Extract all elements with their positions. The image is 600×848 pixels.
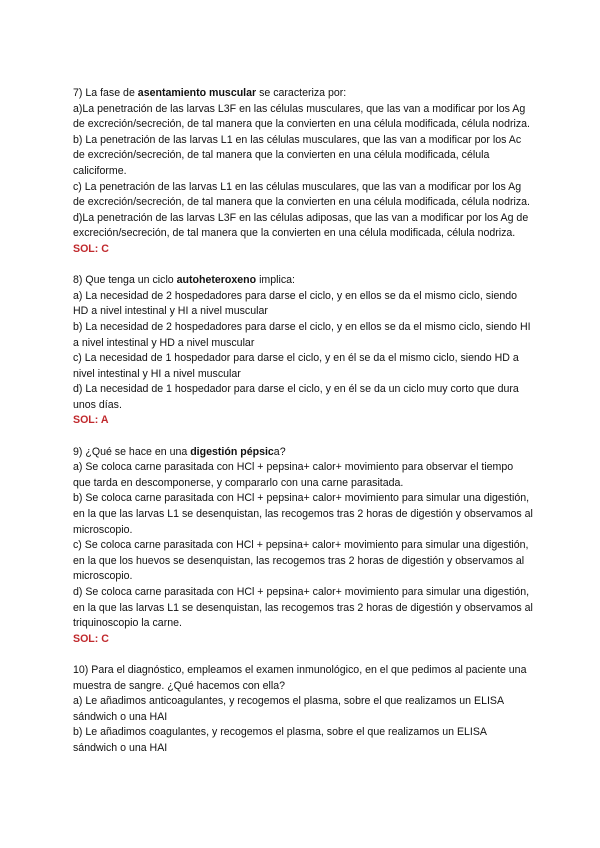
option-a: a) Le añadimos anticoagulantes, y recogemos el plasma, sobre el que realizamos un ELISA sándwich o una HAI <box>73 695 504 723</box>
option-b: b) La necesidad de 2 hospedadores para darse el ciclo, y en ellos se da el mismo ciclo, siendo HI a nivel intestinal y HD a nivel muscular <box>73 320 531 349</box>
question-title: 8) Que tenga un ciclo autoheteroxeno implica: <box>73 274 295 287</box>
bold-term: autoheteroxeno <box>176 274 257 287</box>
question-8 <box>73 273 533 429</box>
option-d: d) Se coloca carne parasitada con HCl + pepsina+ calor+ movimiento para simular una digestión, en la que las larvas L1 se desenquistan, las recogemos tras 2 horas de digestión y observamos al triquinoscopio la carne. <box>73 586 533 630</box>
option-c: c) Se coloca carne parasitada con HCl + pepsina+ calor+ movimiento para simular una digestión, en la que los huevos se desenquistan, las recogemos tras 2 horas de digestión y observamos al microscopio. <box>73 539 529 583</box>
option-d: d) La necesidad de 1 hospedador para darse el ciclo, y en él se da un ciclo muy corto que dura unos días. <box>73 383 519 411</box>
solution: SOL: C <box>73 242 109 255</box>
option-b: b) Le añadimos coagulantes, y recogemos el plasma, sobre el que realizamos un ELISA sándwich o una HAI <box>73 726 487 754</box>
question-title: 10) Para el diagnóstico, empleamos el examen inmunológico, en el que pedimos al paciente una muestra de sangre. ¿Qué hacemos con ella? <box>73 663 527 692</box>
option-d: d)La penetración de las larvas L3F en las células adiposas, que las van a modificar por los Ag de excreción/secreción, de tal manera que la convierten en una célula modificada, célula nodriza. <box>73 211 529 240</box>
option-b: b) La penetración de las larvas L1 en las células musculares, que las van a modificar por los Ac de excreción/secreción, de tal manera que la convierten en una célula modificada, célula caliciforme. <box>73 133 522 177</box>
bold-term: asentamiento muscular <box>137 87 257 99</box>
solution: SOL: A <box>73 414 109 427</box>
option-a: a) La necesidad de 2 hospedadores para darse el ciclo, y en ellos se da el mismo ciclo, siendo HD a nivel intestinal y HI a nivel muscular <box>73 289 518 318</box>
question-title: 9) ¿Qué se hace en una digestión pépsica? <box>73 445 286 458</box>
question-9 <box>73 445 533 648</box>
option-a: a)La penetración de las larvas L3F en las células musculares, que las van a modificar por los Ag de excreción/secreción, de tal manera que la convierten en una célula modificada, célula nodriza. <box>73 102 530 131</box>
question-10 <box>73 663 533 757</box>
solution: SOL: C <box>73 632 109 645</box>
document-page <box>73 86 533 772</box>
option-c: c) La penetración de las larvas L1 en las células musculares, que las van a modificar por los Ag de excreción/secreción, de tal manera que la convierten en una célula modificada, célula nodriza. <box>73 180 530 209</box>
question-title: 7) La fase de asentamiento muscular se caracteriza por: <box>73 87 347 99</box>
option-a: a) Se coloca carne parasitada con HCl + pepsina+ calor+ movimiento para observar el tiempo que tarda en descomponerse, y compararlo con una carne parasitada. <box>73 461 514 489</box>
bold-term: digestión pépsic <box>190 445 274 458</box>
option-c: c) La necesidad de 1 hospedador para darse el ciclo, y en él se da el mismo ciclo, siendo HD a nivel intestinal y HI a nivel muscular <box>73 352 519 380</box>
question-7 <box>73 86 533 258</box>
option-b: b) Se coloca carne parasitada con HCl + pepsina+ calor+ movimiento para simular una digestión, en la que las larvas L1 se desenquistan, las recogemos tras 2 horas de digestión y observamos al microscopio. <box>73 492 533 536</box>
